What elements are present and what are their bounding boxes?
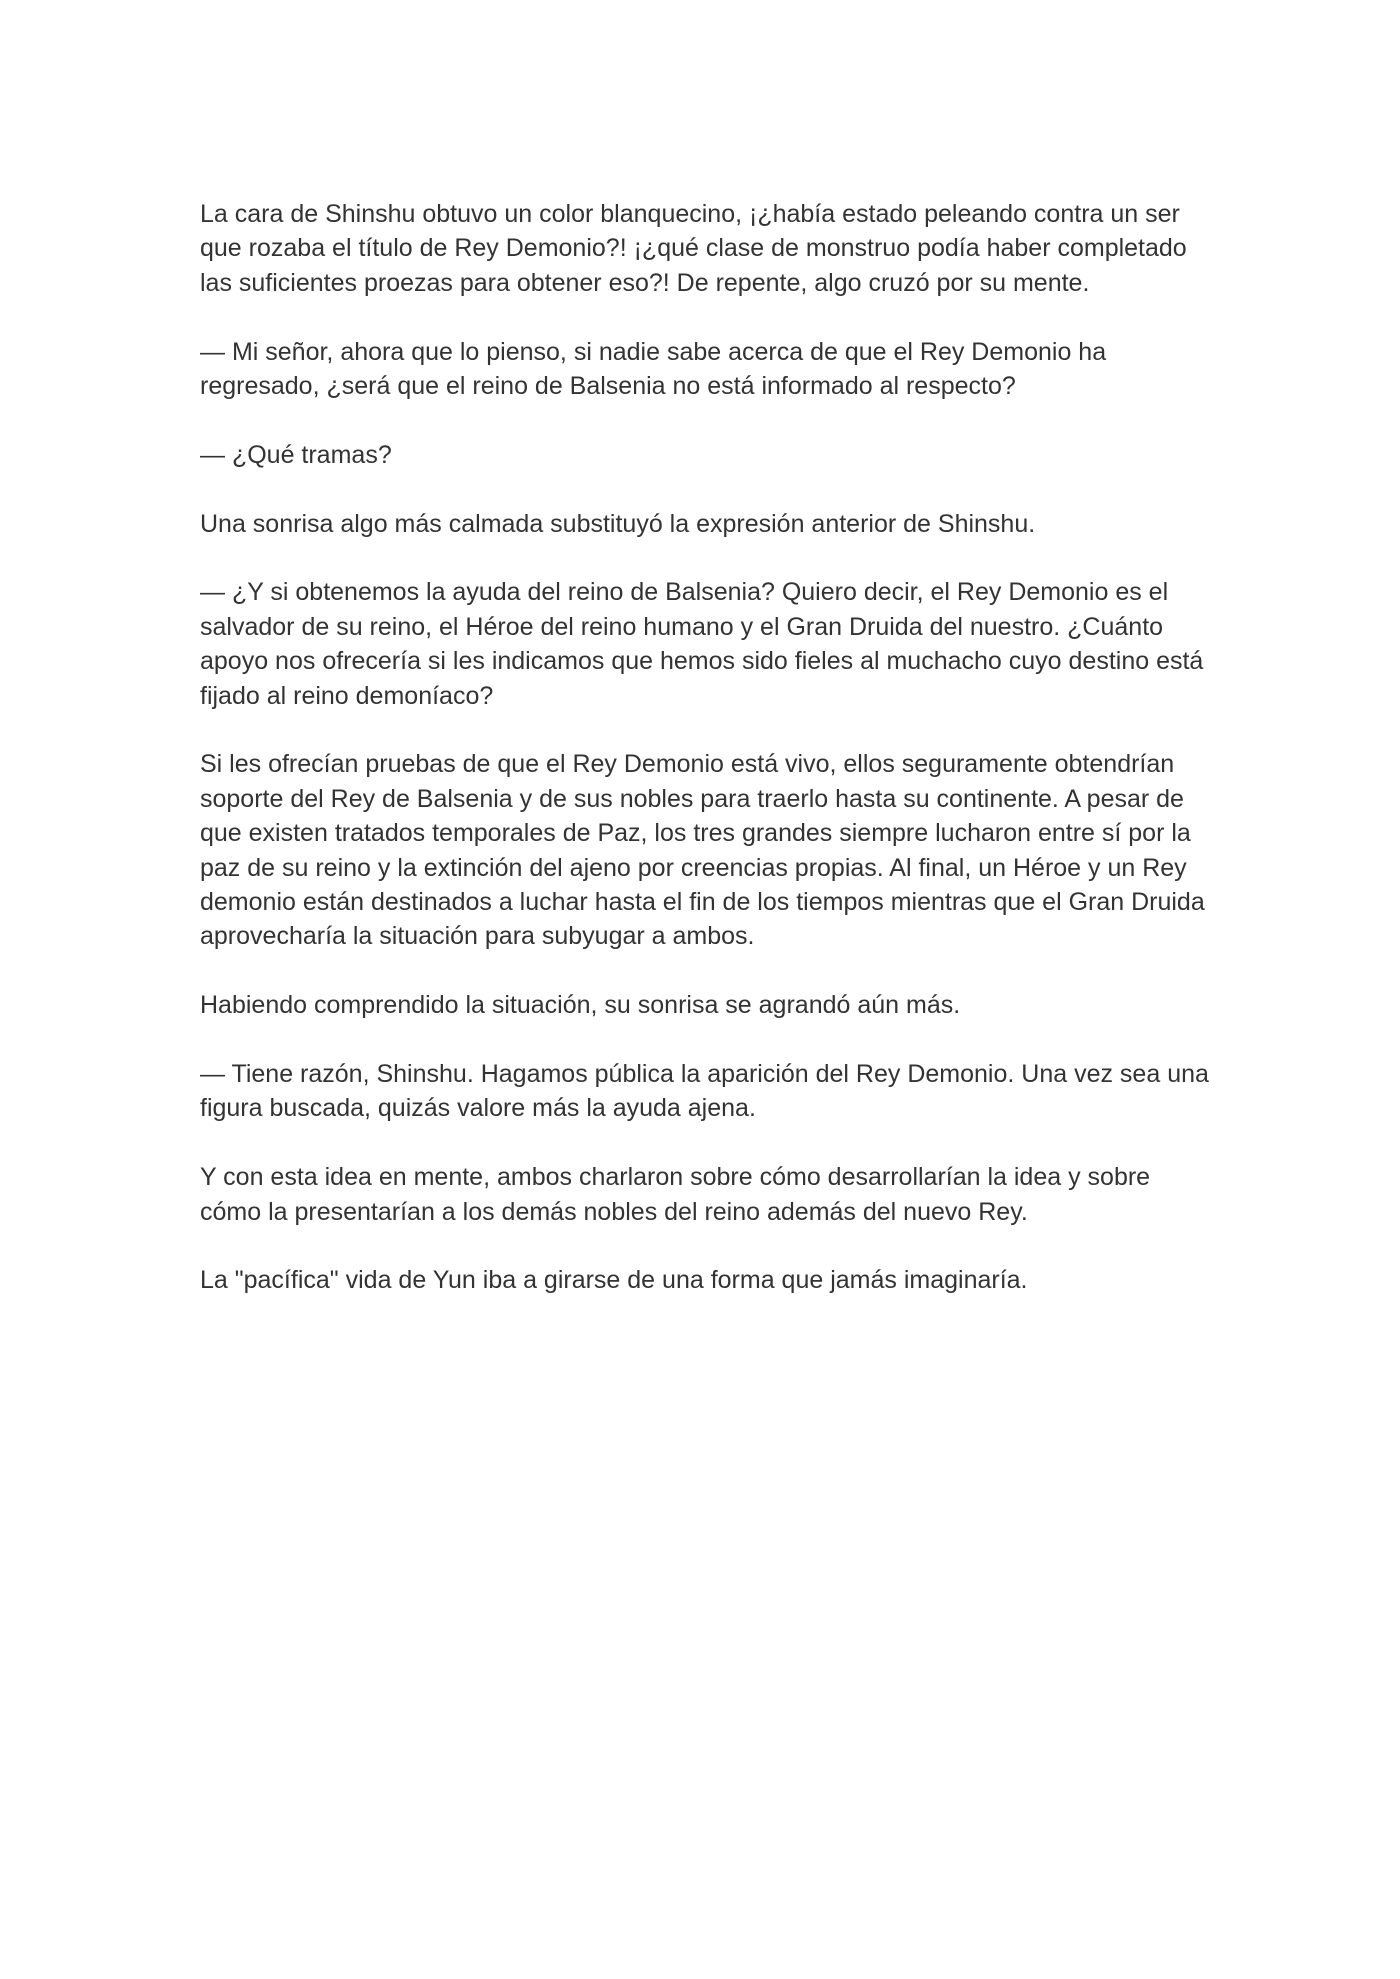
dialogue-line: — Mi señor, ahora que lo pienso, si nadie sabe acerca de que el Rey Demonio ha regresado, ¿será que el reino de Balsenia no está informado al respecto? bbox=[200, 337, 1107, 401]
dialogue-line: — ¿Qué tramas? bbox=[200, 440, 392, 469]
paragraph: Una sonrisa algo más calmada substituyó la expresión anterior de Shinshu. bbox=[200, 509, 1036, 538]
document-body bbox=[200, 197, 1210, 1332]
paragraph: Habiendo comprendido la situación, su sonrisa se agrandó aún más. bbox=[200, 991, 961, 1020]
paragraph: La cara de Shinshu obtuvo un color blanquecino, ¡¿había estado peleando contra un ser que rozaba el título de Rey Demonio?! ¡¿qué clase de monstruo podía haber completado las suficientes proezas para obtener eso?! De repente, algo cruzó por su mente. bbox=[200, 200, 1187, 297]
paragraph: Y con esta idea en mente, ambos charlaron sobre cómo desarrollarían la idea y sobre cómo la presentarían a los demás nobles del reino además del nuevo Rey. bbox=[200, 1163, 1151, 1226]
dialogue-line: — ¿Y si obtenemos la ayuda del reino de Balsenia? Quiero decir, el Rey Demonio es el salvador de su reino, el Héroe del reino humano y el Gran Druida del nuestro. ¿Cuánto apoyo nos ofrecería si les indicamos que hemos sido fieles al muchacho cuyo destino está fijado al reino demoníaco? bbox=[200, 578, 1204, 710]
paragraph: La "pacífica" vida de Yun iba a girarse de una forma que jamás imaginaría. bbox=[200, 1266, 1028, 1295]
paragraph: Si les ofrecían pruebas de que el Rey Demonio está vivo, ellos seguramente obtendrían soporte del Rey de Balsenia y de sus nobles para traerlo hasta su continente. A pesar de que existen tratados temporales de Paz, los tres grandes siempre lucharon entre sí por la paz de su reino y la extinción del ajeno por creencias propias. Al final, un Héroe y un Rey demonio están destinados a luchar hasta el fin de los tiempos mientras que el Gran Druida aprovecharía la situación para subyugar a ambos. bbox=[200, 750, 1205, 951]
dialogue-line: — Tiene razón, Shinshu. Hagamos pública la aparición del Rey Demonio. Una vez sea una figura buscada, quizás valore más la ayuda ajena. bbox=[200, 1060, 1209, 1123]
